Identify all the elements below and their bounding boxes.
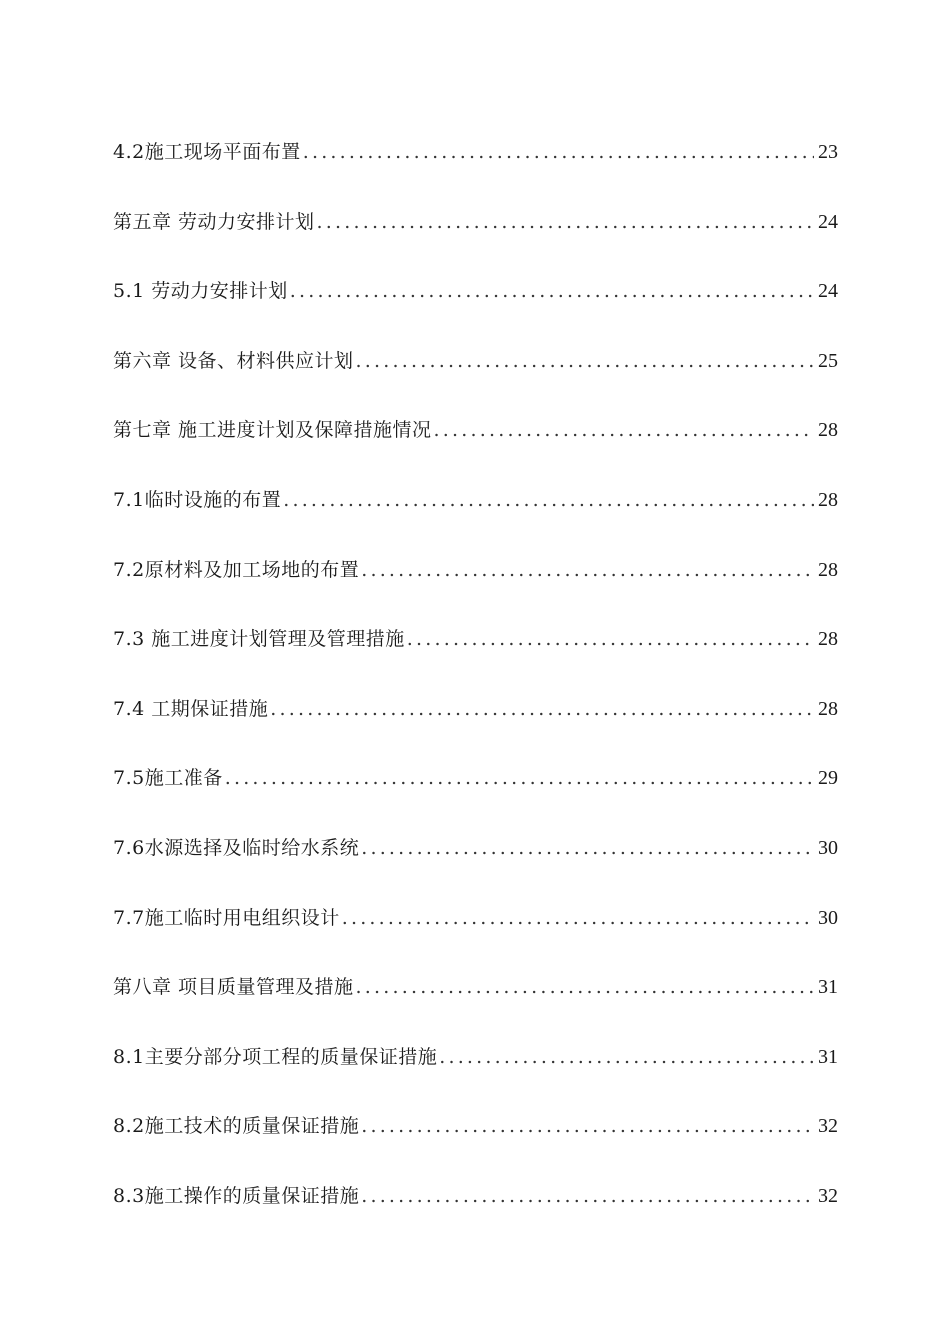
toc-entry[interactable] bbox=[113, 203, 838, 273]
toc-dot-leader bbox=[439, 1038, 814, 1076]
toc-page-number: 29 bbox=[818, 767, 838, 790]
toc-entry-title: 7.1临时设施的布置 bbox=[113, 488, 282, 511]
toc-dot-leader bbox=[361, 829, 814, 867]
toc-dot-leader bbox=[407, 620, 814, 658]
toc-entry[interactable] bbox=[113, 759, 838, 829]
toc-dot-leader bbox=[303, 133, 814, 171]
toc-page-number: 28 bbox=[818, 488, 838, 511]
toc-dot-leader bbox=[283, 481, 814, 519]
toc-entry[interactable] bbox=[113, 1177, 838, 1247]
toc-entry[interactable] bbox=[113, 829, 838, 899]
toc-entry[interactable] bbox=[113, 1107, 838, 1177]
toc-page-number: 31 bbox=[818, 1045, 838, 1068]
toc-entry[interactable] bbox=[113, 133, 838, 203]
toc-page-number: 28 bbox=[818, 697, 838, 720]
toc-dot-leader bbox=[225, 759, 814, 797]
toc-entry-title: 第六章 设备、材料供应计划 bbox=[113, 349, 354, 372]
toc-entry[interactable] bbox=[113, 272, 838, 342]
toc-entry[interactable] bbox=[113, 411, 838, 481]
toc-page-number: 24 bbox=[818, 210, 838, 233]
toc-entry-title: 7.3 施工进度计划管理及管理措施 bbox=[113, 628, 405, 651]
toc-page-number: 32 bbox=[818, 1184, 838, 1207]
toc-entry-title: 第八章 项目质量管理及措施 bbox=[113, 976, 354, 999]
toc-page-number: 30 bbox=[818, 836, 838, 859]
toc-entry-title: 7.4 工期保证措施 bbox=[113, 697, 269, 720]
toc-entry[interactable] bbox=[113, 620, 838, 690]
toc-page-number: 30 bbox=[818, 906, 838, 929]
toc-dot-leader bbox=[356, 968, 814, 1006]
toc-entry-title: 第七章 施工进度计划及保障措施情况 bbox=[113, 419, 432, 442]
toc-entry-title: 7.2原材料及加工场地的布置 bbox=[113, 558, 360, 581]
toc-entry[interactable] bbox=[113, 481, 838, 551]
toc-dot-leader bbox=[356, 342, 814, 380]
toc-page-number: 24 bbox=[818, 280, 838, 303]
toc-entry[interactable] bbox=[113, 551, 838, 621]
toc-page-number: 32 bbox=[818, 1115, 838, 1138]
toc-entry-title: 8.1主要分部分项工程的质量保证措施 bbox=[113, 1045, 438, 1068]
toc-entry-title: 第五章 劳动力安排计划 bbox=[113, 210, 315, 233]
toc-entry[interactable] bbox=[113, 342, 838, 412]
toc-dot-leader bbox=[361, 1177, 814, 1215]
toc-dot-leader bbox=[361, 1107, 814, 1145]
toc-dot-leader bbox=[317, 203, 814, 241]
toc-page-number: 31 bbox=[818, 976, 838, 999]
toc-entry-title: 4.2施工现场平面布置 bbox=[113, 141, 301, 163]
toc-entry-title: 7.6水源选择及临时给水系统 bbox=[113, 836, 360, 859]
toc-dot-leader bbox=[270, 690, 814, 728]
toc-page-number: 25 bbox=[818, 349, 838, 372]
toc-dot-leader bbox=[361, 551, 814, 589]
toc-page-number: 28 bbox=[818, 628, 838, 651]
toc-dot-leader bbox=[342, 899, 814, 937]
toc-entry-title: 5.1 劳动力安排计划 bbox=[113, 280, 288, 303]
toc-dot-leader bbox=[434, 411, 814, 449]
toc-page-number: 28 bbox=[818, 558, 838, 581]
toc-entry-title: 8.3施工操作的质量保证措施 bbox=[113, 1184, 360, 1207]
toc-entry[interactable] bbox=[113, 899, 838, 969]
toc-dot-leader bbox=[290, 272, 814, 310]
toc-page-number: 28 bbox=[818, 419, 838, 442]
toc-entry-title: 7.5施工准备 bbox=[113, 767, 223, 790]
toc-entry[interactable] bbox=[113, 690, 838, 760]
toc-entry[interactable] bbox=[113, 968, 838, 1038]
toc-entry[interactable] bbox=[113, 1038, 838, 1108]
table-of-contents bbox=[113, 133, 838, 1247]
toc-page-number: 23 bbox=[818, 141, 838, 163]
toc-entry-title: 7.7施工临时用电组织设计 bbox=[113, 906, 340, 929]
toc-entry-title: 8.2施工技术的质量保证措施 bbox=[113, 1115, 360, 1138]
